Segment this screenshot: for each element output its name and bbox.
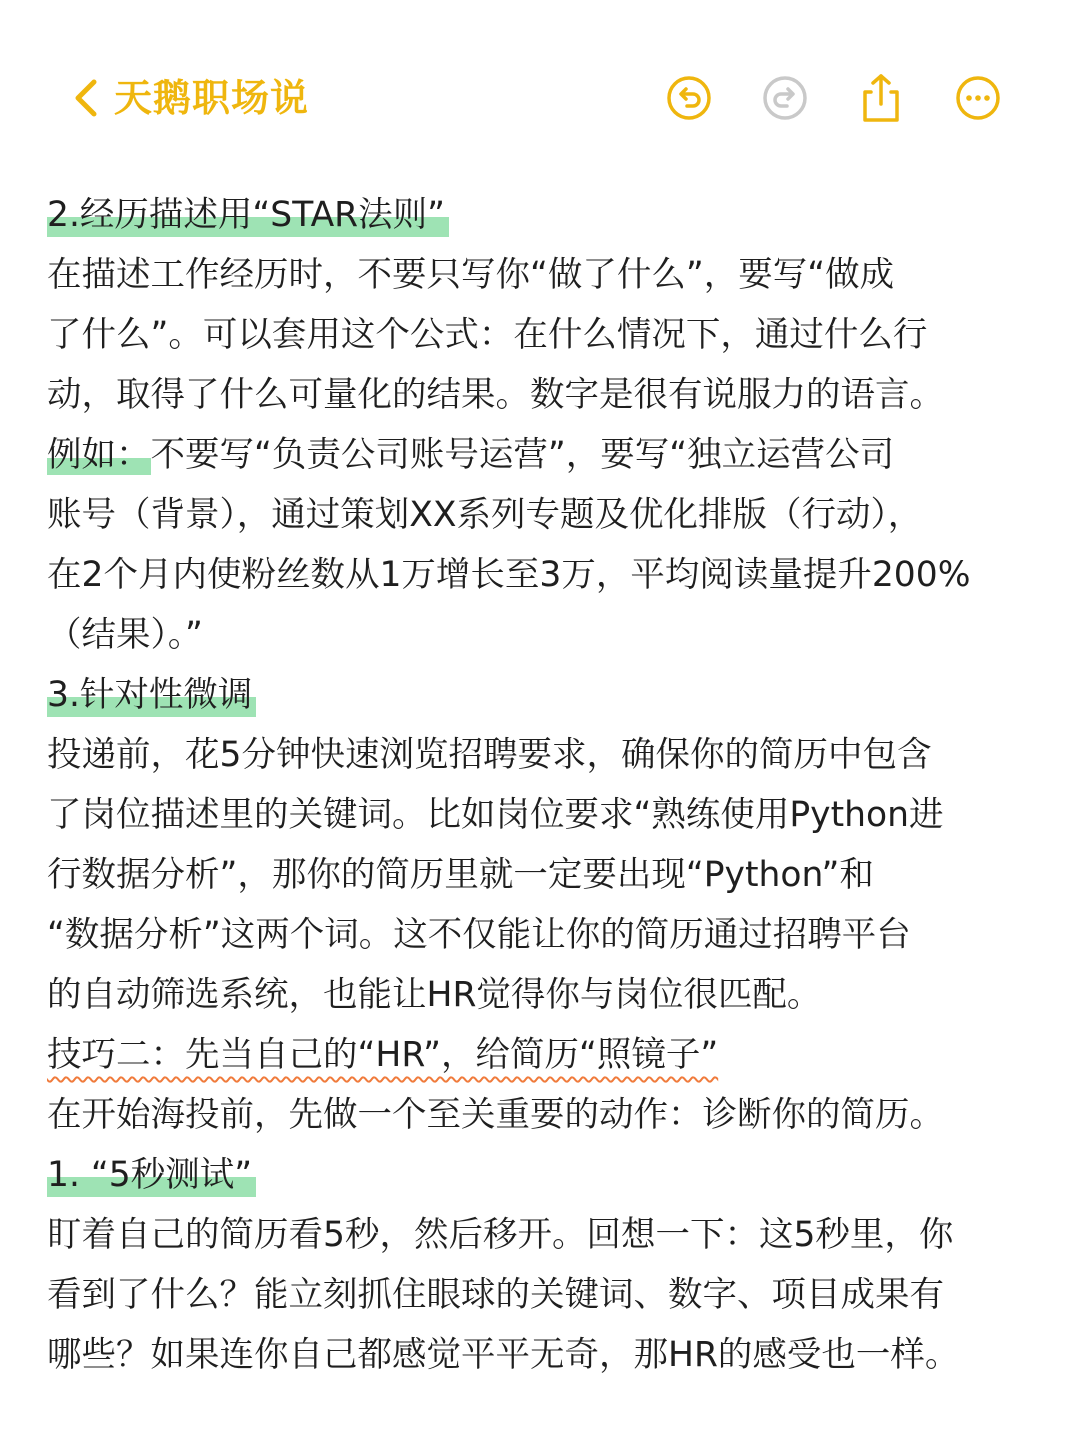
back-button[interactable] (70, 70, 309, 126)
back-label: 天鹅职场说 (114, 76, 310, 120)
paragraph-line: 盯着自己的简历看5秒，然后移开。回想一下：这5秒里，你 (47, 1215, 954, 1255)
more-icon (954, 74, 1002, 122)
paragraph-line: 动，取得了什么可量化的结果。数字是很有说服力的语言。 (47, 375, 944, 415)
section-heading (47, 185, 1037, 245)
paragraph-line: 账号（背景），通过策划XX系列专题及优化排版（行动）， (47, 495, 923, 535)
redo-button[interactable] (757, 70, 813, 126)
paragraph-line: 了岗位描述里的关键词。比如岗位要求“熟练使用Python进 (47, 795, 944, 835)
section-heading (47, 665, 1037, 725)
paragraph-line: 的自动筛选系统，也能让HR觉得你与岗位很匹配。 (47, 975, 822, 1015)
paragraph-line: 行数据分析”，那你的简历里就一定要出现“Python”和 (47, 855, 874, 895)
share-icon (857, 72, 905, 124)
section-heading (47, 1145, 1037, 1205)
undo-icon (665, 74, 713, 122)
top-bar (0, 0, 1080, 150)
paragraph-line: 了什么”。可以套用这个公式：在什么情况下，通过什么行 (47, 315, 928, 355)
example-text: 不要写“负责公司账号运营”，要写“独立运营公司 (150, 435, 895, 475)
example-line (47, 425, 1037, 485)
paragraph-line: 在开始海投前，先做一个至关重要的动作：诊断你的简历。 (47, 1095, 944, 1135)
paragraph-line: 投递前，花5分钟快速浏览招聘要求，确保你的简历中包含 (47, 735, 932, 775)
example-label: 例如： (47, 435, 151, 475)
targeted-tuning-heading: 3.针对性微调 (47, 673, 256, 717)
tip-heading (47, 1025, 1037, 1085)
undo-button[interactable] (661, 70, 717, 126)
share-button[interactable] (853, 70, 909, 126)
tip-two-heading: 技巧二：先当自己的“HR”，给简历“照镜子” (47, 1035, 719, 1075)
redo-icon (761, 74, 809, 122)
paragraph-line: “数据分析”这两个词。这不仅能让你的简历通过招聘平台 (47, 915, 911, 955)
paragraph-line: （结果）。” (47, 615, 203, 655)
paragraph-line: 在2个月内使粉丝数从1万增长至3万，平均阅读量提升200% (47, 555, 971, 595)
more-button[interactable] (950, 70, 1006, 126)
five-second-test-heading: 1. “5秒测试” (47, 1153, 256, 1197)
chevron-left-icon (70, 78, 100, 118)
paragraph-line: 哪些？如果连你自己都感觉平平无奇，那HR的感受也一样。 (47, 1335, 960, 1375)
star-rule-heading: 2.经历描述用“STAR法则” (47, 193, 449, 237)
note-body[interactable] (47, 185, 1037, 1385)
paragraph-line: 在描述工作经历时，不要只写你“做了什么”，要写“做成 (47, 255, 895, 295)
paragraph-line: 看到了什么？能立刻抓住眼球的关键词、数字、项目成果有 (47, 1275, 944, 1315)
